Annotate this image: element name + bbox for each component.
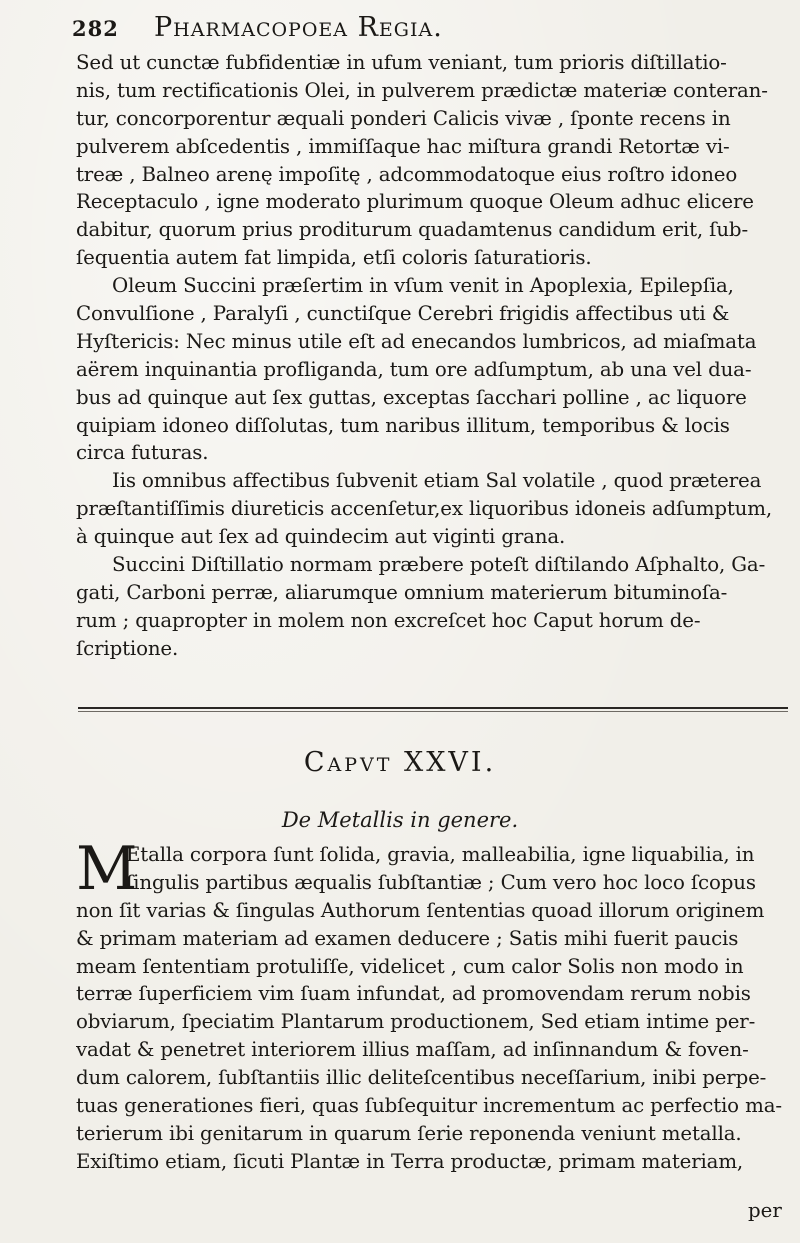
section-divider [78, 707, 788, 709]
catchword: per [748, 1199, 782, 1222]
text-line: Hyſtericis: Nec minus utile eſt ad enecandos lumbricos, ad miaſmata [76, 329, 757, 353]
chapter-heading: Capvt XXVI. [303, 747, 497, 778]
text-line: Iis omnibus affectibus ſubvenit etiam Sal volatile , quod præterea [112, 469, 762, 493]
text-line: aërem inquinantia profliganda, tum ore adſumptum, ab una vel dua- [76, 357, 752, 381]
running-head [72, 10, 792, 50]
drop-capital: M [76, 834, 138, 904]
text-line: tuas generationes fieri, quas ſubſequitur incrementum ac perfectio ma- [76, 1094, 782, 1118]
text-line: Receptaculo , igne moderato plurimum quoque Oleum adhuc elicere [76, 190, 754, 214]
running-title: Pharmacopoea Regia. [154, 12, 443, 43]
text-line: & primam materiam ad examen deducere ; Satis mihi fuerit paucis [76, 926, 739, 950]
text-line: obviarum, ſpeciatim Plantarum productionem, Sed etiam intime per- [76, 1010, 756, 1034]
text-line: rum ; quapropter in molem non excreſcet hoc Caput horum de- [76, 608, 701, 632]
text-line: vadat & penetret interiorem illius maſſam, ad inſinnandum & foven- [76, 1038, 749, 1062]
text-line: Sed ut cunctæ fubfidentiæ in ufum veniant, tum prioris diſtillatio- [76, 51, 727, 74]
text-line: quipiam idoneo diſſolutas, tum naribus illitum, temporibus & locis [76, 413, 730, 437]
text-line: præſtantiſſimis diureticis accenſetur,ex liquoribus idoneis adſumptum, [76, 497, 773, 521]
text-line: terierum ibi genitarum in quarum ſerie reponenda veniunt metalla. [76, 1121, 742, 1145]
text-line: terræ ſuperficiem vim ſuam infundat, ad promovendam rerum nobis [76, 982, 751, 1006]
text-line: ſingulis partibus æqualis ſubſtantiæ ; Cum vero hoc loco ſcopus [126, 870, 756, 894]
page-number: 282 [72, 16, 119, 41]
text-line: tur, concorporentur æquali ponderi Calicis vivæ , ſponte recens in [76, 106, 731, 130]
text-line: meam ſententiam protuliſſe, videlicet , cum calor Solis non modo in [76, 954, 744, 978]
text-line: dum calorem, ſubſtantiis illic deliteſcentibus neceſſarium, inibi perpe- [76, 1066, 767, 1090]
text-block-oleum-succini [76, 49, 788, 663]
text-line: pulverem abſcedentis , immiſſaque hac miſtura grandi Retortæ vi- [76, 134, 730, 158]
text-line: dabitur, quorum prius proditurum quadamtenus candidum erit, ſub- [76, 218, 748, 242]
text-line: treæ , Balneo arenę impoſitę , adcommodatoque eius roſtro idoneo [76, 162, 738, 186]
text-line: ſcriptione. [76, 636, 179, 660]
text-line: gati, Carboni perræ, aliarumque omnium materierum bituminoſa- [76, 580, 728, 604]
section-divider-thin [78, 711, 788, 712]
text-line: non ſit varias & ſingulas Authorum ſententias quoad illorum originem [76, 898, 765, 922]
text-line: Oleum Succini præſertim in vſum venit in Apoplexia, Epilepſia, [112, 274, 734, 298]
text-line: à quinque aut ſex ad quindecim aut viginti grana. [76, 525, 566, 549]
text-line: Exiſtimo etiam, ſicuti Plantæ in Terra productæ, primam materiam, [76, 1149, 744, 1173]
text-line: Etalla corpora ſunt ſolida, gravia, malleabilia, igne liquabilia, in [126, 843, 755, 866]
text-line: bus ad quinque aut ſex guttas, exceptas ſacchari polline , ac liquore [76, 385, 747, 409]
text-block-de-metallis [76, 834, 788, 1176]
text-line: circa futuras. [76, 441, 209, 465]
chapter-subtitle: De Metallis in genere. [281, 808, 519, 832]
text-line: Succini Diſtillatio normam præbere poteſt diſtilando Aſphalto, Ga- [112, 553, 766, 577]
text-line: Convulſione , Paralyſi , cunctiſque Cerebri frigidis affectibus uti & [76, 302, 730, 326]
text-line: nis, tum rectificationis Olei, in pulverem prædictæ materiæ conteran- [76, 78, 768, 102]
text-line: ſequentia autem fat limpida, etſi coloris ſaturatioris. [76, 246, 592, 270]
